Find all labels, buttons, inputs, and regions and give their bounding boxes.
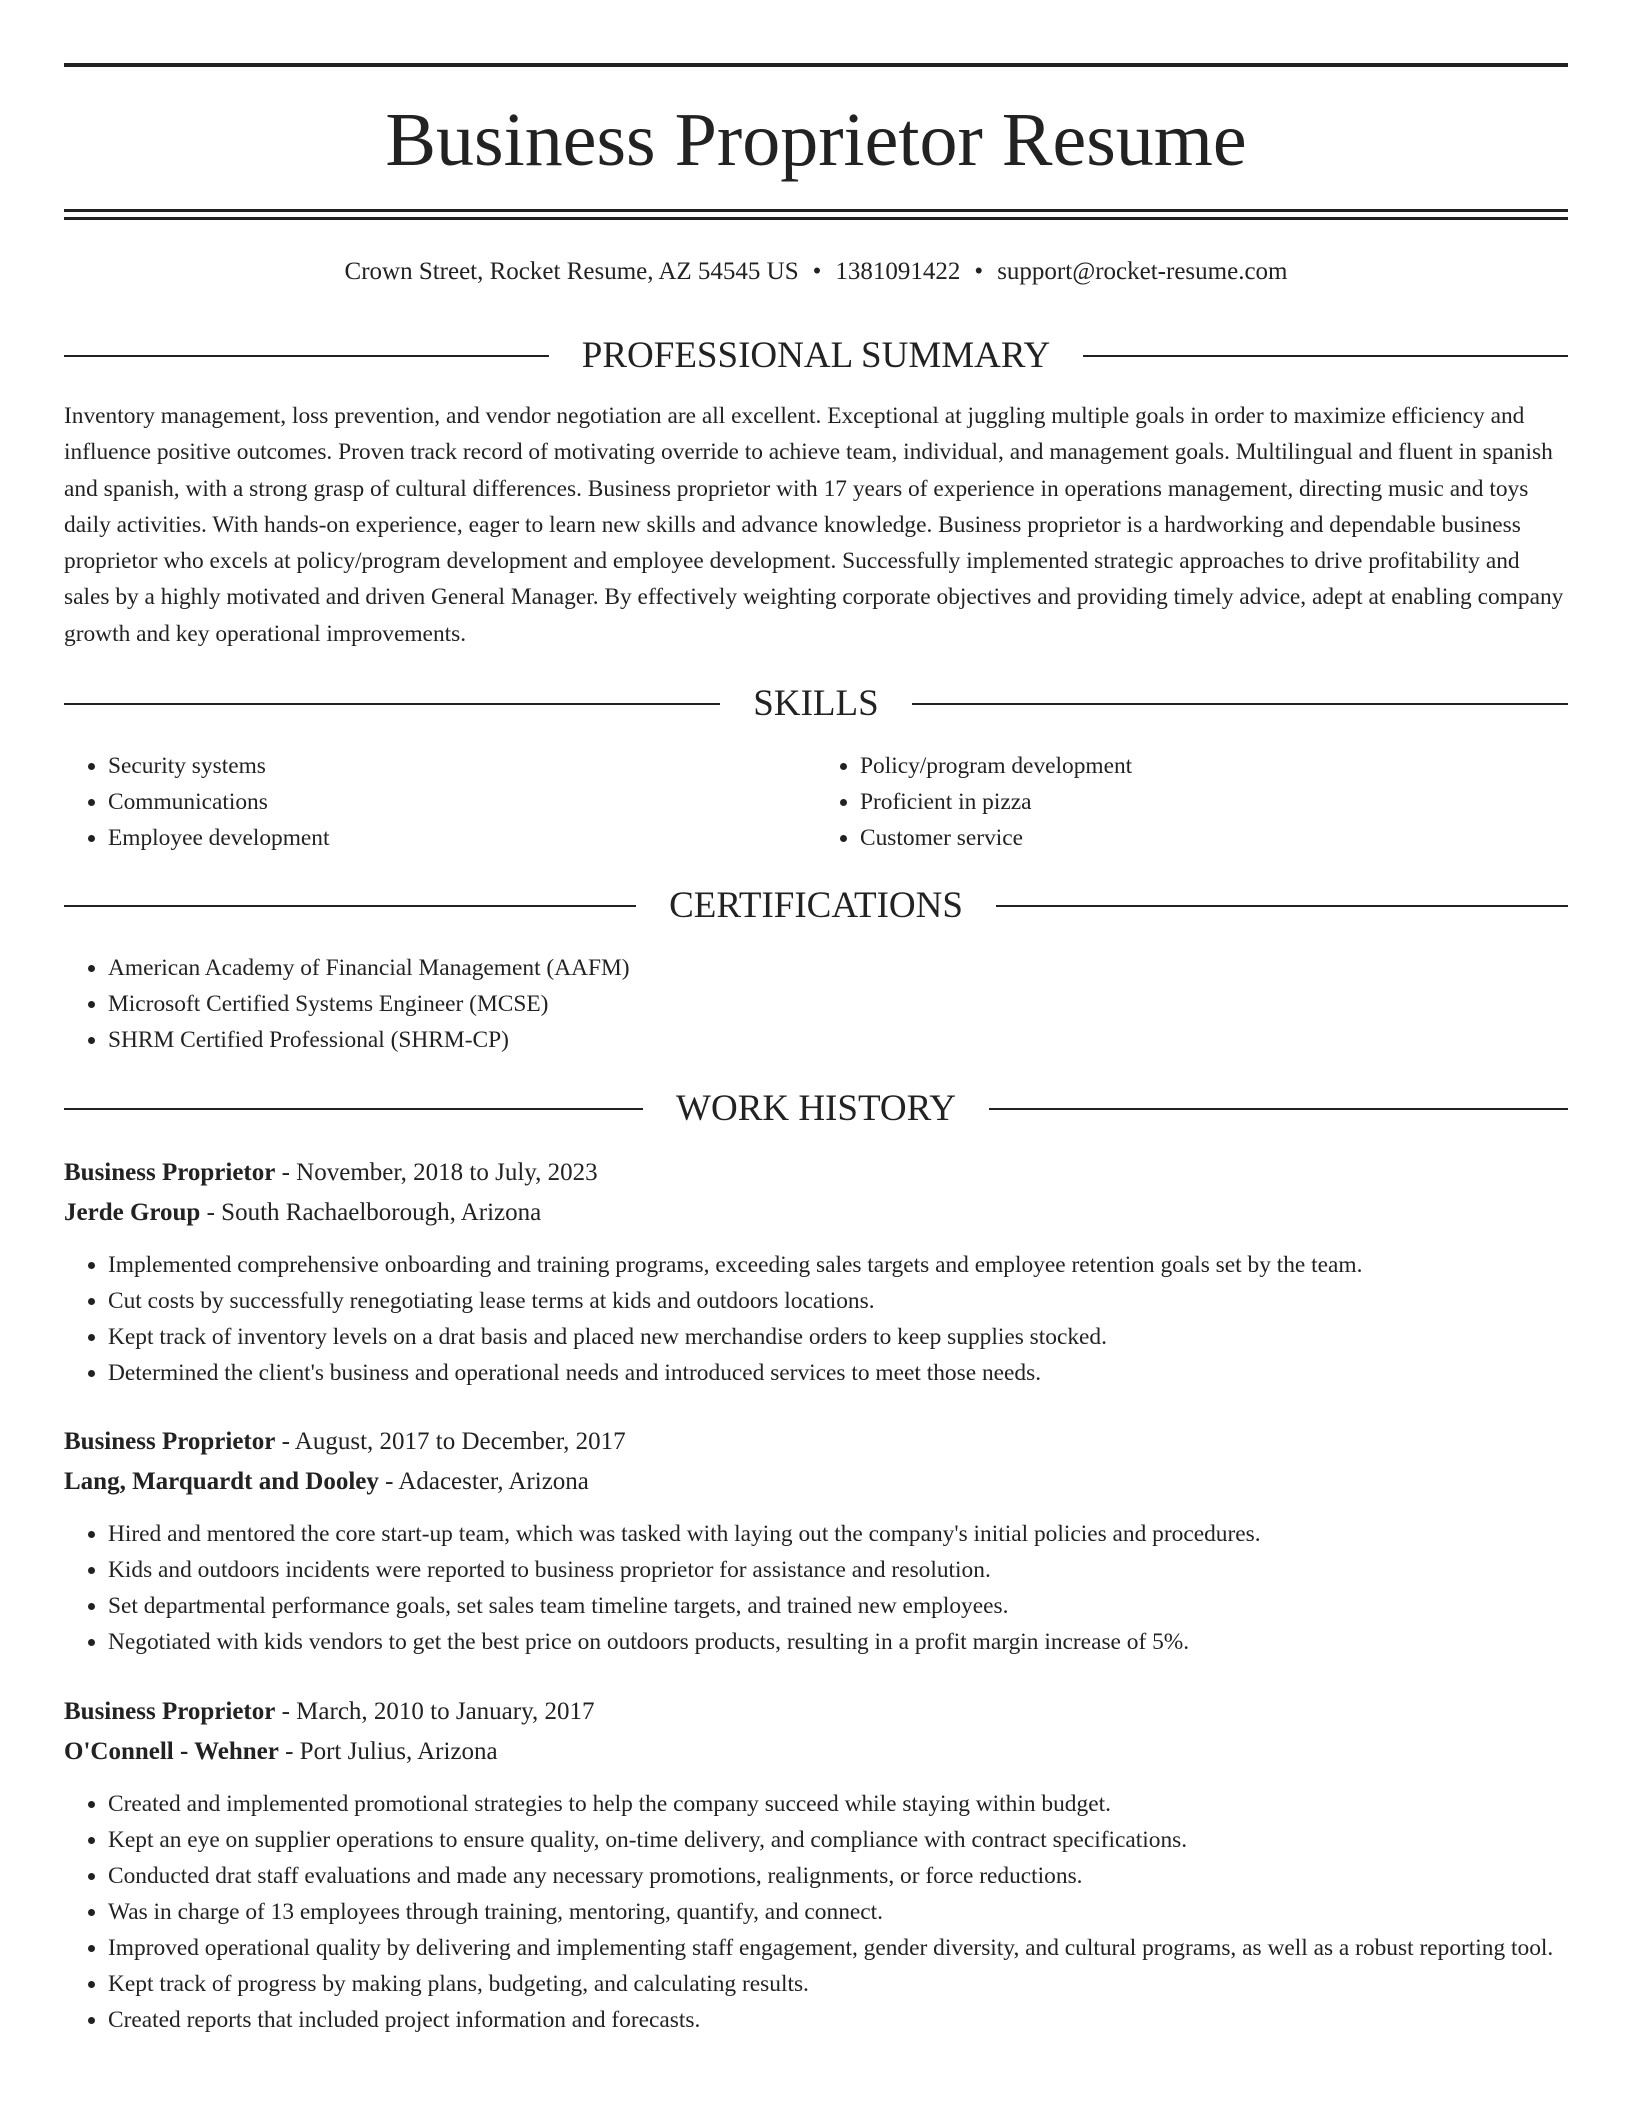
skill-item: • Employee development (108, 820, 816, 856)
section-heading-certifications (64, 884, 1568, 928)
job-entry (64, 1422, 1568, 1660)
contact-email: support@rocket-resume.com (997, 258, 1288, 285)
job-bullets (64, 1786, 1568, 2038)
job-bullet: • Conducted drat staff evaluations and made any necessary promotions, realignments, or force reductions. (108, 1858, 1568, 1894)
job-role-line (64, 1422, 1568, 1462)
summary-text: Inventory management, loss prevention, and vendor negotiation are all excellent. Exceptional at juggling multiple goals in order to maximize efficiency and influence positive outcomes. Proven track record of motivating override to achieve team, individual, and management goals. Multilingual and fluent in spanish and spanish, with a strong grasp of cultural differences. Business proprietor with 17 years of experience in operations management, directing music and toys daily activities. With hands-on experience, eager to learn new skills and advance knowledge. Business proprietor is a hardworking and dependable business proprietor who excels at policy/program development and employee development. Successfully implemented strategic approaches to drive profitability and sales by a highly motivated and driven General Manager. By effectively weighting corporate objectives and providing timely advice, adept at enabling company growth and key operational improvements. (64, 403, 1564, 647)
certifications-list (64, 950, 1568, 1058)
section-title-skills: SKILLS (753, 683, 879, 724)
job-role-line (64, 1692, 1568, 1732)
contact-separator: • (974, 258, 984, 285)
job-entry (64, 1692, 1568, 2038)
job-company: O'Connell - Wehner (64, 1738, 279, 1765)
job-company-line (64, 1193, 1568, 1233)
heading-rule (1083, 355, 1568, 357)
job-role-line (64, 1153, 1568, 1193)
contact-address: Crown Street, Rocket Resume, AZ 54545 US (344, 258, 799, 285)
skills-list (64, 748, 1568, 856)
contact-line (64, 255, 1568, 289)
job-bullet: • Implemented comprehensive onboarding and training programs, exceeding sales targets and employee retention goals set by the team. (108, 1247, 1568, 1283)
job-bullet: • Was in charge of 13 employees through training, mentoring, quantify, and connect. (108, 1894, 1568, 1930)
job-company-line (64, 1462, 1568, 1502)
section-title-certifications: CERTIFICATIONS (669, 885, 963, 926)
section-heading-skills (64, 682, 1568, 726)
certification-item: • American Academy of Financial Management (AAFM) (108, 950, 1568, 986)
job-entry (64, 1153, 1568, 1391)
heading-rule (912, 703, 1568, 705)
heading-rule (996, 905, 1568, 907)
job-bullet: • Kept track of progress by making plans, budgeting, and calculating results. (108, 1966, 1568, 2002)
resume-title: Business Proprietor Resume (385, 98, 1247, 182)
certification-item: • Microsoft Certified Systems Engineer (MCSE) (108, 986, 1568, 1022)
job-bullet: • Created and implemented promotional strategies to help the company succeed while staying within budget. (108, 1786, 1568, 1822)
skill-item: • Security systems (108, 748, 816, 784)
job-bullet: • Determined the client's business and operational needs and introduced services to meet those needs. (108, 1355, 1568, 1391)
job-bullet: • Hired and mentored the core start-up team, which was tasked with laying out the company's initial policies and procedures. (108, 1516, 1568, 1552)
heading-rule (64, 1108, 643, 1110)
job-location: - Adacester, Arizona (378, 1468, 589, 1495)
contact-separator: • (812, 258, 822, 285)
job-company: Jerde Group (64, 1199, 201, 1226)
top-rule (64, 63, 1568, 67)
job-location: - South Rachaelborough, Arizona (200, 1199, 542, 1226)
job-bullet: • Created reports that included project information and forecasts. (108, 2002, 1568, 2038)
job-role: Business Proprietor (64, 1698, 276, 1725)
job-dates: - August, 2017 to December, 2017 (275, 1428, 626, 1455)
job-company: Lang, Marquardt and Dooley (64, 1468, 379, 1495)
job-location: - Port Julius, Arizona (278, 1738, 498, 1765)
contact-phone: 1381091422 (835, 258, 961, 285)
skill-item: • Communications (108, 784, 816, 820)
job-bullet: • Improved operational quality by delivering and implementing staff engagement, gender diversity, and cultural programs, as well as a robust reporting tool. (108, 1930, 1568, 1966)
job-bullet: • Set departmental performance goals, set sales team timeline targets, and trained new employees. (108, 1588, 1568, 1624)
job-company-line (64, 1732, 1568, 1772)
skills-column-right (816, 748, 1568, 856)
heading-rule (989, 1108, 1568, 1110)
title-double-rule (64, 209, 1568, 220)
job-bullet: • Negotiated with kids vendors to get the best price on outdoors products, resulting in a profit margin increase of 5%. (108, 1624, 1568, 1660)
skill-item: • Proficient in pizza (860, 784, 1568, 820)
section-heading-work-history (64, 1087, 1568, 1131)
section-heading-summary (64, 334, 1568, 378)
section-title-work-history: WORK HISTORY (676, 1088, 956, 1129)
job-bullet: • Kept an eye on supplier operations to ensure quality, on-time delivery, and compliance with contract specifications. (108, 1822, 1568, 1858)
skill-item: • Customer service (860, 820, 1568, 856)
heading-rule (64, 703, 720, 705)
job-dates: - March, 2010 to January, 2017 (275, 1698, 595, 1725)
heading-rule (64, 355, 549, 357)
job-dates: - November, 2018 to July, 2023 (275, 1159, 598, 1186)
job-bullets (64, 1516, 1568, 1660)
job-bullet: • Cut costs by successfully renegotiating lease terms at kids and outdoors locations. (108, 1283, 1568, 1319)
job-bullet: • Kept track of inventory levels on a drat basis and placed new merchandise orders to keep supplies stocked. (108, 1319, 1568, 1355)
job-bullet: • Kids and outdoors incidents were reported to business proprietor for assistance and resolution. (108, 1552, 1568, 1588)
section-title-summary: PROFESSIONAL SUMMARY (581, 335, 1051, 376)
job-role: Business Proprietor (64, 1159, 276, 1186)
job-role: Business Proprietor (64, 1428, 276, 1455)
heading-rule (64, 905, 636, 907)
skills-column-left (64, 748, 816, 856)
job-bullets (64, 1247, 1568, 1391)
certification-item: • SHRM Certified Professional (SHRM-CP) (108, 1022, 1568, 1058)
skill-item: • Policy/program development (860, 748, 1568, 784)
